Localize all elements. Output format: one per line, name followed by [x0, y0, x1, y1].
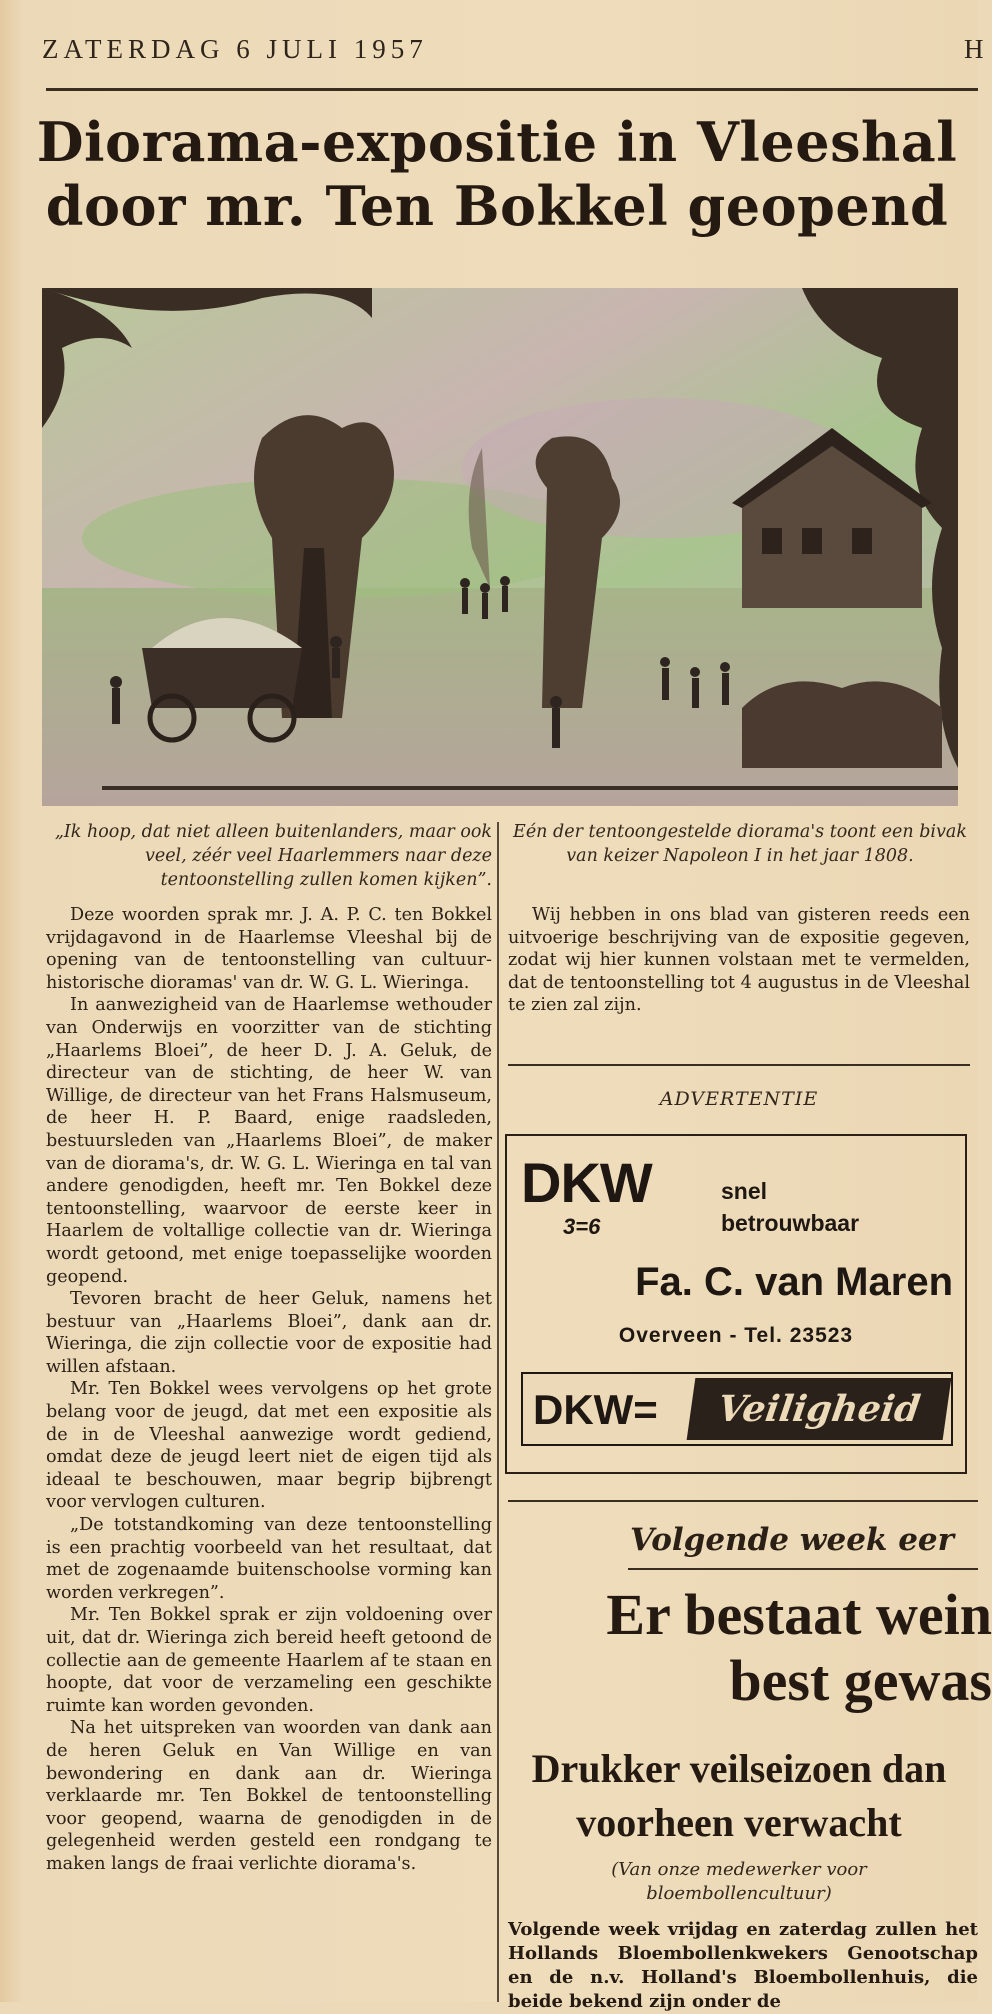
article-paragraph: Na het uitspreken van woorden van dank aan de heren Geluk en Van Willige en van bewondering en dank aan dr. Wieringa verklaarde mr. Ten Bokkel de tentoonstelling voor geopend, waarna de genodigden in de gelegenheid werden gesteld een rondgang te maken langs de fraai verlichte diorama's.: [46, 1718, 492, 1874]
page-edge-letter: H: [964, 34, 984, 64]
next-article-subhead: [500, 1742, 978, 1850]
diorama-illustration: [42, 288, 958, 806]
headline-line-2: door mr. Ten Bokkel geopend: [45, 174, 949, 238]
advertisement-box: [505, 1134, 967, 1474]
masthead-rule: [46, 88, 978, 91]
teaser-rule: [628, 1568, 978, 1570]
article-body-left: [46, 904, 492, 1876]
article-paragraph: Mr. Ten Bokkel wees vervolgens op het grote belang voor de jeugd, dat met een expositie als de in de Vleeshal aanwezige wordt gediend, omdat deze de jeugd leert niet de eigen tijd als ideaal te beschouwen, maar begrip bijbrengt voor vervlogen culturen.: [46, 1379, 492, 1513]
column-divider: [497, 822, 499, 2002]
next-subhead-line-2: voorheen verwacht: [576, 1800, 902, 1845]
ad-company: Fa. C. van Maren: [635, 1260, 953, 1304]
article-paragraph: „De totstandkoming van deze tentoonstelling is een prachtig voorbeeld van het resultaat, dat met de zogenaamde buitenschoolse vorming kan worden verkregen”.: [46, 1515, 492, 1603]
ad-address: Overveen - Tel. 23523: [618, 1324, 854, 1347]
article-paragraph: Mr. Ten Bokkel sprak er zijn voldoening over uit, dat dr. Wieringa zich bereid heeft getoond de collectie aan de gemeente Haarlem af te staan en hoopte, dat voor de verzameling een geschikte ruimte kan worden gevonden.: [46, 1605, 492, 1716]
article-paragraph: Wij hebben in ons blad van gisteren reeds een uitvoerige beschrijving van de expositie gegeven, zodat wij hier kunnen volstaan met te vermelden, dat de tentoonstelling tot 4 augustus in de Vleeshal te zien zal zijn.: [508, 905, 970, 1016]
dateline: ZATERDAG 6 JULI 1957: [42, 34, 428, 64]
next-article-teaser: Volgende week eer: [630, 1522, 954, 1558]
ad-banner-script: Veiligheid: [687, 1378, 952, 1440]
ad-banner-brand: DKW=: [533, 1386, 658, 1433]
next-headline-line-2: best gewas: [729, 1648, 992, 1713]
next-subhead-line-1: Drukker veilseizoen dan: [531, 1746, 947, 1791]
ad-tagline-fast: snel: [721, 1178, 768, 1204]
next-article-byline: [508, 1858, 970, 1906]
diorama-photo: [42, 288, 958, 806]
ad-model: 3=6: [563, 1214, 601, 1239]
next-article-lead: Volgende week vrijdag en zaterdag zullen het Hollands Bloembollenkwekers Genootschap en de n.v. Holland's Bloembollenhuis, die beide bekend zijn onder de: [508, 1919, 978, 2012]
article-paragraph: In aanwezigheid van de Haarlemse wethouder van Onderwijs en voorzitter van de stichting „Haarlems Bloei”, de heer D. J. A. Geluk, de directeur van de stichting, de heer W. van Willige, de directeur van het Frans Halsmuseum, de heer H. P. Baard, enige raadsleden, bestuursleden van „Haarlems Bloei”, de maker van de diorama's, dr. W. G. L. Wieringa en tal van andere genodigden, heeft mr. Ten Bokkel deze tentoonstelling, waarvoor de eerste keer in Haarlem de voltallige collectie van dr. Wieringa wordt getoond, met enige toepasselijke woorden geopend.: [46, 995, 492, 1287]
article-body-right: [508, 904, 970, 1017]
ad-tagline-reliable: betrouwbaar: [721, 1210, 860, 1236]
advertisement-label: ADVERTENTIE: [659, 1088, 819, 1110]
byline-line-2: bloembollencultuur): [646, 1883, 832, 1904]
photo-caption-left: „Ik hoop, dat niet alleen buitenlanders, maar ook veel, zéér veel Haarlemmers naar deze tentoonstelling zullen komen kijken”.: [54, 822, 492, 890]
headline-line-1: Diorama-expositie in Vleeshal: [36, 110, 958, 174]
article-paragraph: Deze woorden sprak mr. J. A. P. C. ten Bokkel vrijdagavond in de Haarlemse Vleeshal bij de opening van de tentoonstelling van cultuur-historische dioramas' van dr. W. G. L. Wieringa.: [46, 905, 492, 993]
ad-banner: [521, 1372, 953, 1446]
section-rule: [508, 1500, 978, 1502]
ad-brand: DKW: [521, 1151, 652, 1214]
photo-caption-right: Eén der tentoongestelde diorama's toont een bivak van keizer Napoleon I in het jaar 1808.: [513, 822, 967, 866]
next-article-headline: [512, 1582, 992, 1714]
byline-line-1: (Van onze medewerker voor: [611, 1859, 867, 1880]
next-headline-line-1: Er bestaat wein: [606, 1582, 992, 1647]
article-paragraph: Tevoren bracht de heer Geluk, namens het bestuur van „Haarlems Bloei”, dank aan dr. Wieringa, die zijn collectie voor de expositie had willen afstaan.: [46, 1289, 492, 1377]
section-rule: [508, 1064, 970, 1066]
headline: [22, 110, 972, 238]
